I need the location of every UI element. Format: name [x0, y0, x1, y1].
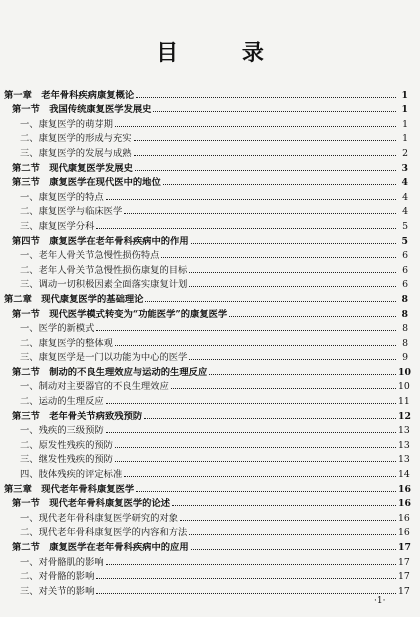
dot-leader	[191, 549, 396, 550]
toc-entry-label: 二、老年人骨关节急慢性损伤康复的目标	[20, 264, 188, 276]
toc-entry-label: 一、制动对主要器官的不良生理效应	[20, 381, 169, 393]
toc-entry-label: 第一节 我国传统康复医学发展史	[12, 104, 152, 116]
toc-entry	[4, 349, 408, 364]
toc-entry	[4, 305, 408, 320]
toc-entry	[4, 115, 408, 130]
page-title: 目 录	[156, 40, 292, 66]
toc-entry-label: 第一节 现代医学模式转变为“功能医学”的康复医学	[12, 308, 228, 320]
page-number: ·1·	[374, 596, 386, 606]
toc-entry	[4, 407, 411, 422]
toc-entry-page: 17	[398, 542, 411, 553]
dot-leader	[106, 199, 396, 200]
toc-entry-label: 第三章 现代老年骨科康复医学	[4, 483, 135, 495]
toc-entry	[4, 363, 411, 378]
toc-entry-label: 二、康复医学的整体观	[20, 337, 113, 349]
toc-entry-page: 9	[402, 352, 408, 364]
toc-entry	[4, 582, 408, 597]
toc-entry	[4, 101, 408, 116]
toc-entry	[4, 232, 408, 247]
toc-entry-page: 1	[401, 104, 408, 116]
dot-leader	[163, 184, 396, 185]
dot-leader	[145, 301, 396, 302]
toc-entry-page: 5	[401, 235, 408, 247]
toc-entry	[4, 247, 408, 262]
toc-entry	[4, 217, 408, 232]
toc-entry-page: 1	[401, 89, 408, 101]
toc-entry-page: 13	[398, 454, 410, 466]
toc-entry-page: 16	[398, 527, 410, 539]
toc-entry-page: 17	[398, 556, 410, 568]
toc-entry	[4, 290, 408, 305]
toc-entry-page: 8	[401, 308, 408, 320]
toc-entry	[4, 261, 408, 276]
toc-entry-page: 10	[398, 381, 410, 393]
toc-entry	[4, 378, 408, 393]
dot-leader	[115, 345, 396, 346]
toc-entry-label: 第三节 康复医学在现代医中的地位	[12, 177, 161, 189]
toc-entry	[4, 188, 408, 203]
toc-entry-label: 三、对关节的影响	[20, 585, 95, 597]
toc-entry-label: 第二章 现代康复医学的基础理论	[4, 293, 144, 305]
dot-leader	[134, 155, 396, 156]
dot-leader	[134, 140, 396, 141]
toc-entry	[4, 422, 408, 437]
toc-entry-label: 一、对骨骼肌的影响	[20, 556, 104, 568]
toc-entry-page: 12	[398, 410, 411, 422]
toc-entry-label: 一、医学的新模式	[20, 323, 95, 335]
dot-leader	[229, 316, 396, 317]
toc-entry	[4, 451, 408, 466]
toc-entry	[4, 480, 411, 495]
toc-entry-label: 一、老年人骨关节急慢性损伤特点	[20, 250, 160, 262]
toc-entry-page: 8	[402, 337, 408, 349]
dot-leader	[189, 359, 396, 360]
dot-leader	[115, 126, 396, 127]
dot-leader	[96, 330, 396, 331]
toc-entry-page: 10	[398, 366, 411, 378]
dot-leader	[96, 578, 396, 579]
dot-leader	[96, 593, 396, 594]
dot-leader	[136, 491, 396, 492]
toc-entry-page: 16	[398, 498, 411, 510]
toc-entry-page: 17	[398, 585, 410, 597]
toc-entry	[4, 334, 408, 349]
table-of-contents	[4, 86, 411, 597]
toc-entry-page: 2	[402, 147, 408, 159]
toc-entry-page: 4	[401, 177, 408, 189]
dot-leader	[124, 213, 396, 214]
toc-entry-label: 第四节 康复医学在老年骨科疾病中的作用	[12, 235, 189, 247]
toc-entry	[4, 465, 408, 480]
toc-entry-page: 16	[398, 483, 411, 495]
toc-entry-page: 14	[398, 469, 410, 481]
dot-leader	[115, 461, 396, 462]
toc-entry-page: 1	[402, 118, 408, 130]
dot-leader	[172, 505, 396, 506]
toc-entry-label: 四、肢体残疾的评定标准	[20, 469, 123, 481]
toc-entry-label: 三、继发性残疾的预防	[20, 454, 113, 466]
toc-entry-page: 4	[402, 206, 408, 218]
toc-entry	[4, 568, 408, 583]
dot-leader	[124, 476, 396, 477]
toc-entry-label: 第一节 现代老年骨科康复医学的论述	[12, 498, 171, 510]
toc-entry-page: 11	[398, 396, 410, 408]
dot-leader	[106, 403, 396, 404]
toc-entry-page: 3	[401, 162, 408, 174]
toc-entry-label: 一、现代老年骨科康复医学研究的对象	[20, 512, 179, 524]
dot-leader	[115, 447, 396, 448]
toc-entry-label: 第三节 老年骨关节病致残预防	[12, 410, 143, 422]
dot-leader	[171, 388, 396, 389]
dot-leader	[136, 97, 396, 98]
toc-entry-page: 16	[398, 512, 410, 524]
dot-leader	[153, 111, 396, 112]
toc-entry	[4, 392, 408, 407]
toc-entry-page: 5	[402, 220, 408, 232]
toc-entry-page: 4	[402, 191, 408, 203]
toc-entry-label: 一、康复医学的萌芽期	[20, 118, 113, 130]
dot-leader	[189, 286, 396, 287]
dot-leader	[209, 374, 396, 375]
toc-entry	[4, 86, 408, 101]
toc-entry	[4, 130, 408, 145]
toc-entry-page: 13	[398, 439, 410, 451]
toc-entry-label: 二、现代老年骨科康复医学的内容和方法	[20, 527, 188, 539]
toc-entry-page: 17	[398, 571, 410, 583]
toc-entry-label: 三、康复医学分科	[20, 220, 95, 232]
toc-entry-page: 1	[402, 133, 408, 145]
dot-leader	[191, 243, 396, 244]
toc-entry	[4, 509, 408, 524]
dot-leader	[106, 564, 396, 565]
toc-entry-label: 二、原发性残疾的预防	[20, 439, 113, 451]
toc-entry-label: 一、康复医学的特点	[20, 191, 104, 203]
toc-entry-label: 第一章 老年骨科疾病康复概论	[4, 89, 135, 101]
toc-entry-page: 6	[402, 250, 408, 262]
dot-leader	[189, 272, 396, 273]
toc-entry-label: 一、残疾的三级预防	[20, 425, 104, 437]
toc-entry-label: 二、运动的生理反应	[20, 396, 104, 408]
toc-entry	[4, 144, 408, 159]
toc-entry-label: 二、对骨骼的影响	[20, 571, 95, 583]
toc-entry	[4, 276, 408, 291]
dot-leader	[106, 432, 396, 433]
toc-entry-page: 8	[401, 293, 408, 305]
toc-entry-label: 第二节 制动的不良生理效应与运动的生理反应	[12, 366, 208, 378]
dot-leader	[135, 170, 396, 171]
toc-entry	[4, 538, 411, 553]
dot-leader	[96, 228, 396, 229]
toc-entry-page: 8	[402, 323, 408, 335]
dot-leader	[161, 257, 396, 258]
dot-leader	[144, 418, 396, 419]
toc-entry-page: 6	[402, 279, 408, 291]
toc-entry-label: 三、调动一切积极因素全面落实康复计划	[20, 279, 188, 291]
toc-entry	[4, 553, 408, 568]
dot-leader	[189, 534, 396, 535]
toc-entry	[4, 524, 408, 539]
toc-entry-label: 二、康复医学的形成与充实	[20, 133, 132, 145]
toc-entry-label: 第二节 康复医学在老年骨科疾病中的应用	[12, 542, 189, 553]
dot-leader	[180, 520, 396, 521]
toc-entry	[4, 436, 408, 451]
toc-entry-page: 13	[398, 425, 410, 437]
toc-entry	[4, 174, 408, 189]
toc-entry-label: 三、康复医学的发展与成熟	[20, 147, 132, 159]
toc-entry-label: 三、康复医学是一门以功能为中心的医学	[20, 352, 188, 364]
toc-entry-label: 第二节 现代康复医学发展史	[12, 162, 133, 174]
toc-entry	[4, 495, 411, 510]
toc-entry	[4, 159, 408, 174]
toc-entry	[4, 320, 408, 335]
toc-entry-label: 二、康复医学与临床医学	[20, 206, 123, 218]
toc-entry	[4, 203, 408, 218]
toc-entry-page: 6	[402, 264, 408, 276]
